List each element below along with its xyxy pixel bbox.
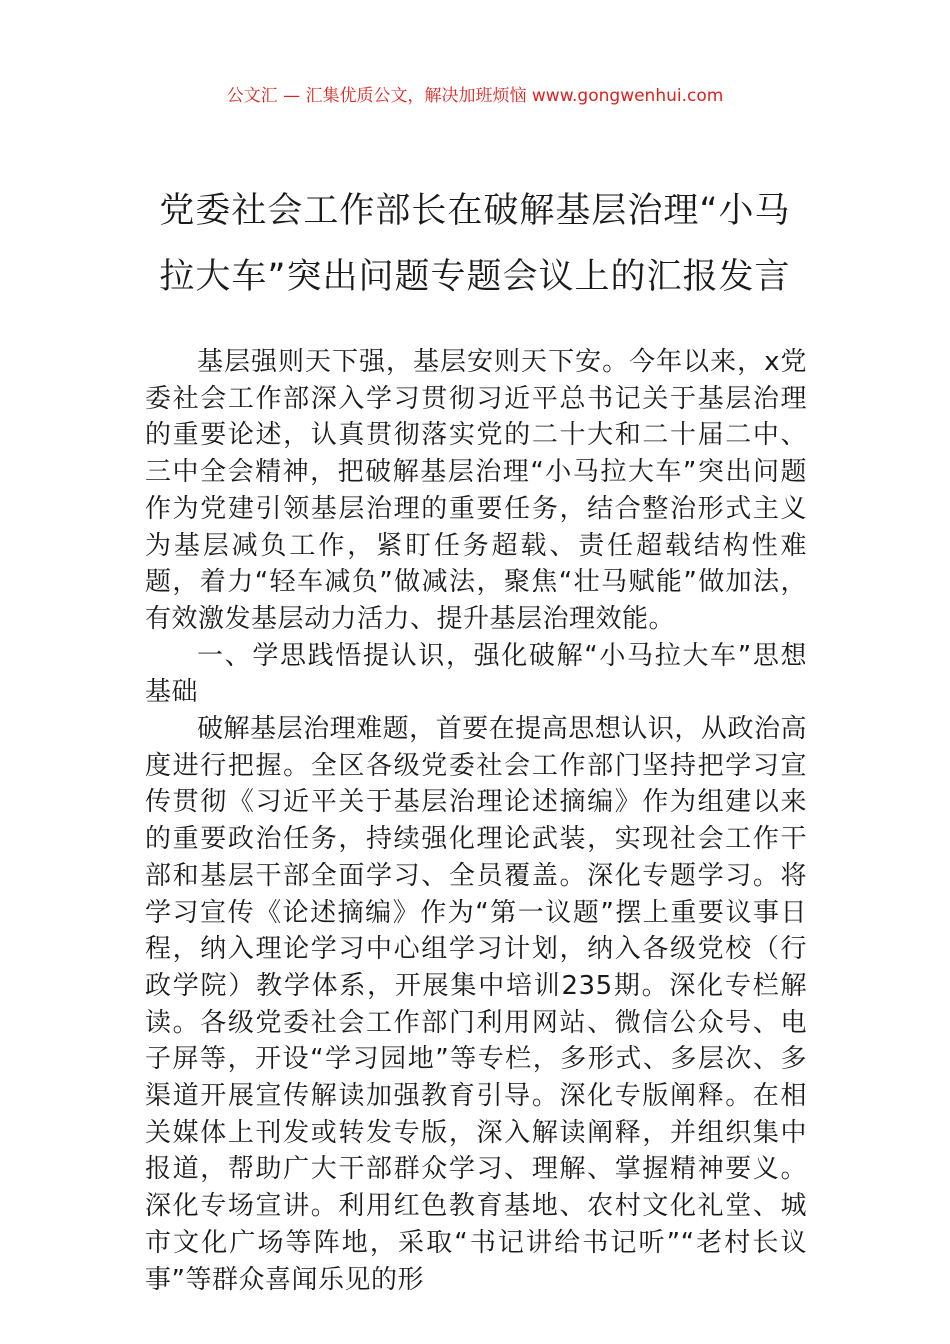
header-banner: 公文汇 — 汇集优质公文，解决加班烦恼 www.gongwenhui.com [226, 86, 724, 106]
paragraph-intro: 基层强则天下强，基层安则天下安。今年以来，x党委社会工作部深入学习贯彻习近平总书记关于基层治理的重要论述，认真贯彻落实党的二十大和二十届二中、三中全会精神，把破解基层治理“小马拉大车”突出问题作为党建引领基层治理的重要任务，结合整治形式主义为基层减负工作，紧盯任务超载、责任超载结构性难题，着力“轻车减负”做减法，聚焦“壮马赋能”做加法，有效激发基层动力活力、提升基层治理效能。 [145, 347, 807, 634]
title-line-1: 党委社会工作部长在破解基层治理“小马 [159, 191, 791, 231]
paragraph-section-1: 破解基层治理难题，首要在提高思想认识，从政治高度进行把握。全区各级党委社会工作部门坚持把学习宣传贯彻《习近平关于基层治理论述摘编》作为组建以来的重要政治任务，持续强化理论武装，实现社会工作干部和基层干部全面学习、全员覆盖。深化专题学习。将学习宣传《论述摘编》作为“第一议题”摆上重要议事日程，纳入理论学习中心组学习计划，纳入各级党校（行政学院）教学体系，开展集中培训235期。深化专栏解读。各级党委社会工作部门利用网站、微信公众号、电子屏等，开设“学习园地”等专栏，多形式、多层次、多渠道开展宣传解读加强教育引导。深化专版阐释。在相关媒体上刊发或转发专版，深入解读阐释，并组织集中报道，帮助广大干部群众学习、理解、掌握精神要义。深化专场宣讲。利用红色教育基地、农村文化礼堂、城市文化广场等阵地，采取“书记讲给书记听”“老村长议事”等群众喜闻乐见的形 [145, 714, 807, 1295]
document-title [140, 178, 810, 310]
document-body [145, 344, 807, 1298]
section-heading-1: 一、学思践悟提认识，强化破解“小马拉大车”思想基础 [145, 640, 807, 708]
title-line-2: 拉大车”突出问题专题会议上的汇报发言 [159, 257, 791, 297]
